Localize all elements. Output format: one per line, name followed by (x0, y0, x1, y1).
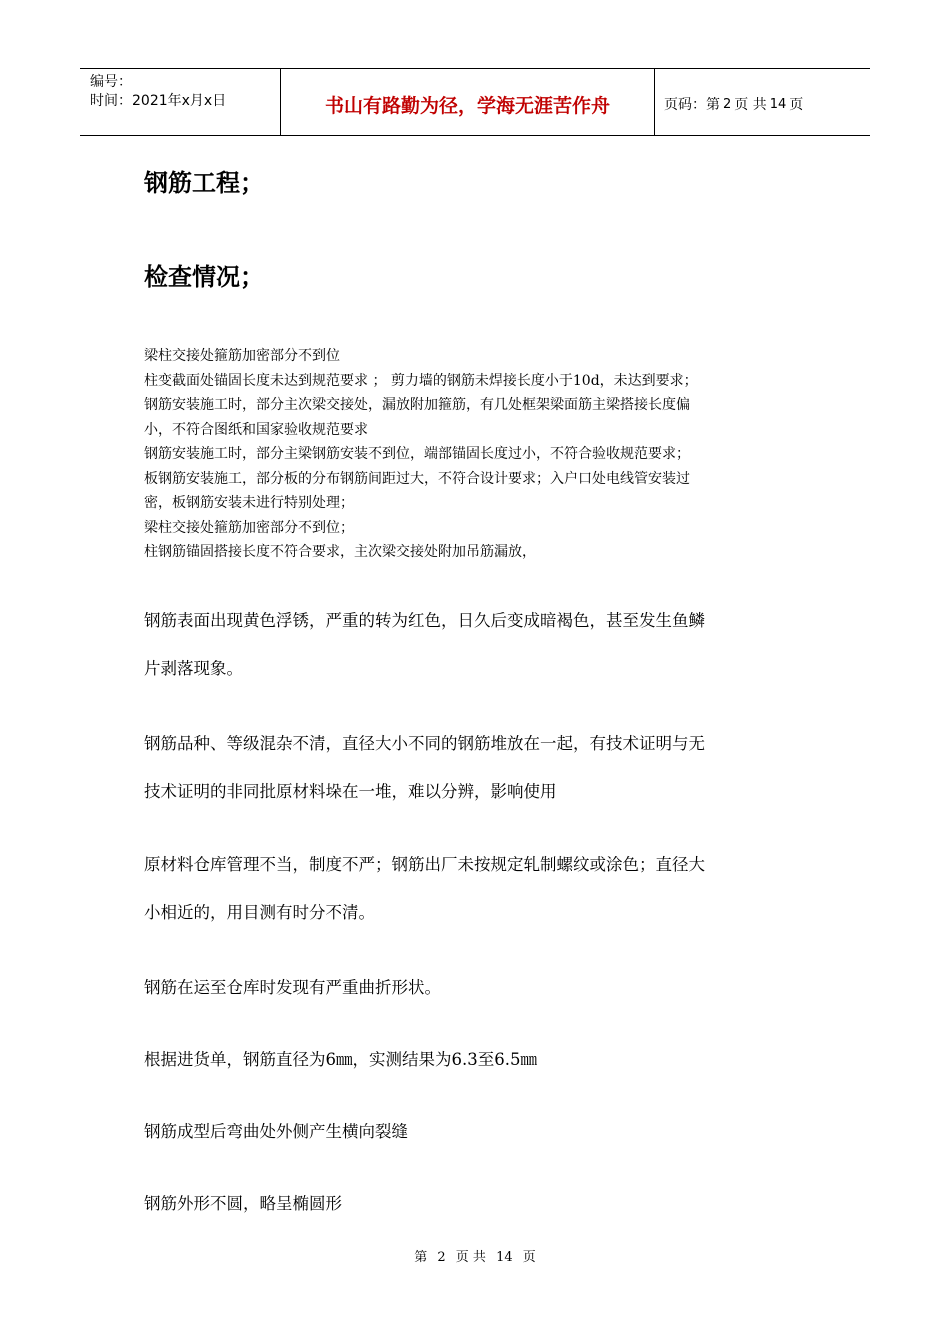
header-motto: 书山有路勤为径，学海无涯苦作舟 (281, 69, 655, 135)
page-mid: 页 共 (734, 97, 767, 113)
inspection-line: 钢筋安装施工时，部分主次梁交接处，漏放附加箍筋，有几处框架梁面筋主梁搭接长度偏 (144, 397, 690, 413)
footer-mid: 页 共 (455, 1250, 486, 1265)
paragraph-bent: 钢筋在运至仓库时发现有严重曲折形状。 (144, 978, 441, 997)
paragraph-crack: 钢筋成型后弯曲处外侧产生横向裂缝 (144, 1122, 408, 1141)
paragraph-rust (144, 597, 824, 693)
paragraph-diameter: 根据进货单，钢筋直径为6㎜，实测结果为6.3至6.5㎜ (144, 1050, 537, 1069)
footer-current: 2 (437, 1250, 446, 1265)
page-prefix: 页码：第 (664, 97, 720, 113)
page-suffix: 页 (789, 97, 804, 113)
footer-suffix: 页 (522, 1250, 536, 1265)
page-footer (0, 1246, 950, 1265)
paragraph-mixed (144, 720, 824, 816)
document-header (80, 68, 870, 136)
inspection-line: 柱变截面处锚固长度未达到规范要求 ； 剪力墙的钢筋未焊接长度小于10d，未达到要求； (144, 372, 698, 389)
footer-total: 14 (496, 1250, 513, 1265)
header-page-info (655, 69, 870, 135)
paragraph-line: 小相近的，用目测有时分不清。 (144, 903, 375, 922)
inspection-line: 梁柱交接处箍筋加密部分不到位 (144, 348, 340, 364)
time-label: 时间：2021年x月x日 (90, 93, 227, 109)
inspection-line: 小，不符合图纸和国家验收规范要求 (144, 421, 368, 438)
paragraph-line: 原材料仓库管理不当，制度不严；钢筋出厂未按规定轧制螺纹或涂色；直径大 (144, 855, 705, 874)
paragraph-warehouse (144, 841, 824, 937)
section-heading: 检查情况； (144, 263, 264, 291)
inspection-line: 密，板钢筋安装未进行特别处理； (144, 495, 354, 511)
paragraph-oval: 钢筋外形不圆，略呈椭圆形 (144, 1194, 342, 1213)
page-title: 钢筋工程； (144, 169, 264, 197)
inspection-line: 梁柱交接处箍筋加密部分不到位； (144, 519, 354, 536)
page-total: 14 (769, 96, 787, 112)
paragraph-line: 技术证明的非同批原材料垛在一堆，难以分辨，影响使用 (144, 782, 557, 801)
page-current: 2 (723, 96, 732, 112)
paragraph-line: 片剥落现象。 (144, 659, 243, 678)
inspection-line: 钢筋安装施工时，部分主梁钢筋安装不到位，端部锚固长度过小，不符合验收规范要求； (144, 446, 690, 462)
paragraph-line: 钢筋品种、等级混杂不清，直径大小不同的钢筋堆放在一起，有技术证明与无 (144, 734, 705, 753)
header-meta (80, 69, 281, 135)
footer-prefix: 第 (414, 1250, 428, 1265)
inspection-line: 板钢筋安装施工，部分板的分布钢筋间距过大，不符合设计要求；入户口处电线管安装过 (144, 470, 690, 487)
inspection-list (144, 344, 824, 565)
code-label: 编号： (90, 74, 132, 90)
inspection-line: 柱钢筋锚固搭接长度不符合要求，主次梁交接处附加吊筋漏放， (144, 544, 536, 560)
paragraph-line: 钢筋表面出现黄色浮锈，严重的转为红色，日久后变成暗褐色，甚至发生鱼鳞 (144, 611, 705, 630)
